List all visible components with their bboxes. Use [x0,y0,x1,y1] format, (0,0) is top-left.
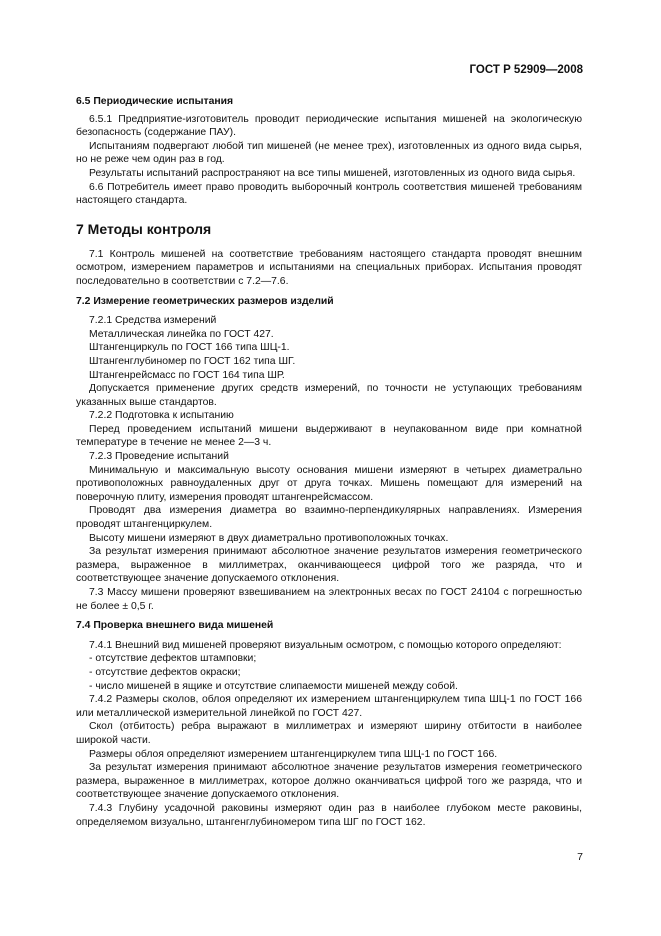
list-item: Штангенрейсмасс по ГОСТ 164 типа ШР. [89,369,285,381]
paragraph-7-2-3: 7.2.3 Проведение испытаний [89,451,229,463]
paragraph-6-5-1: 6.5.1 Предприятие-изготовитель проводит периодические испытания мишеней на экологическую безопасность (содержание ПАУ). [76,113,582,139]
paragraph: За результат измерения принимают абсолютное значение результатов измерения геометрического размера, выраженное в миллиметрах, оканчивающееся цифрой того же разряда, что и соответствующее значение допускаемого отклонения. [76,546,582,585]
paragraph: Скол (отбитость) ребра выражают в миллиметрах и измеряют ширину отбитости в наиболее широкой части. [76,721,582,746]
list-item: Штангенциркуль по ГОСТ 166 типа ШЦ-1. [89,342,290,354]
page-content [76,95,582,829]
paragraph: За результат измерения принимают абсолютное значение результатов измерения геометрического размера, выраженное в миллиметрах, которое должно оканчиваться цифрой того же разряда, что и соответствующее значение допускаемого отклонения. [76,762,582,801]
paragraph-7-4-2: 7.4.2 Размеры сколов, облоя определяют их измерением штангенциркулем типа ШЦ-1 по ГОСТ 166 или металлической измерительной линейкой по ГОСТ 427. [76,694,582,719]
heading-6-5: 6.5 Периодические испытания [76,96,234,107]
paragraph: Допускается применение других средств измерений, по точности не уступающих требованиям указанных выше стандартов. [76,383,582,408]
paragraph-7-1: 7.1 Контроль мишеней на соответствие требованиям настоящего стандарта проводят внешним осмотром, измерением параметров и испытаниями на специальных приборах. Испытания проводят последовательно в соответствии с 7.2—7.6. [76,248,582,287]
list-item: - число мишеней в ящике и отсутствие слипаемости мишеней между собой. [89,680,458,692]
paragraph-7-2-2: 7.2.2 Подготовка к испытанию [89,410,234,422]
paragraph: Высоту мишени измеряют в двух диаметрально противоположных точках. [89,532,449,544]
paragraph: Минимальную и максимальную высоту основания мишени измеряют в четырех диаметрально противоположных равноудаленных друг от друга точках. Мишень помещают для измерений на поверочную плиту, измерения проводят штангенрейсмассом. [76,464,582,503]
list-item: Штангенглубиномер по ГОСТ 162 типа ШГ. [89,355,296,367]
paragraph: Размеры облоя определяют измерением штангенциркулем типа ШЦ-1 по ГОСТ 166. [89,748,498,760]
list-item: - отсутствие дефектов окраски; [89,666,241,678]
list-item: - отсутствие дефектов штамповки; [89,653,257,665]
heading-7: 7 Методы контроля [76,220,212,237]
paragraph: Проводят два измерения диаметра во взаимно-перпендикулярных направлениях. Измерения проводят штангенциркулем. [76,505,582,531]
heading-7-4: 7.4 Проверка внешнего вида мишеней [76,620,274,632]
paragraph-7-4-1: 7.4.1 Внешний вид мишеней проверяют визуальным осмотром, с помощью которого определяют: [89,639,562,651]
paragraph-7-2-1: 7.2.1 Средства измерений [89,315,217,327]
page-number: 7 [577,851,583,863]
paragraph-7-4-3: 7.4.3 Глубину усадочной раковины измеряют один раз в наиболее глубоком месте раковины, определяемом визуально, штангенглубиномером типа ШГ по ГОСТ 162. [76,802,582,828]
paragraph-6-6: 6.6 Потребитель имеет право проводить выборочный контроль соответствия мишеней требованиям настоящего стандарта. [76,181,582,207]
list-item: Металлическая линейка по ГОСТ 427. [89,328,274,340]
paragraph: Испытаниям подвергают любой тип мишеней (не менее трех), изготовленных из одного вида сырья, но не реже чем один раз в год. [76,140,582,166]
document-id: ГОСТ Р 52909—2008 [469,64,583,76]
paragraph: Перед проведением испытаний мишени выдерживают в неупакованном виде при комнатной температуре в течение не менее 2—3 ч. [76,423,582,449]
paragraph-7-3: 7.3 Массу мишени проверяют взвешиванием на электронных весах по ГОСТ 24104 с погрешностью не более ± 0,5 г. [76,587,582,612]
heading-7-2: 7.2 Измерение геометрических размеров изделий [76,295,334,307]
paragraph: Результаты испытаний распространяют на все типы мишеней, изготовленных из одного вида сырья. [89,167,576,179]
